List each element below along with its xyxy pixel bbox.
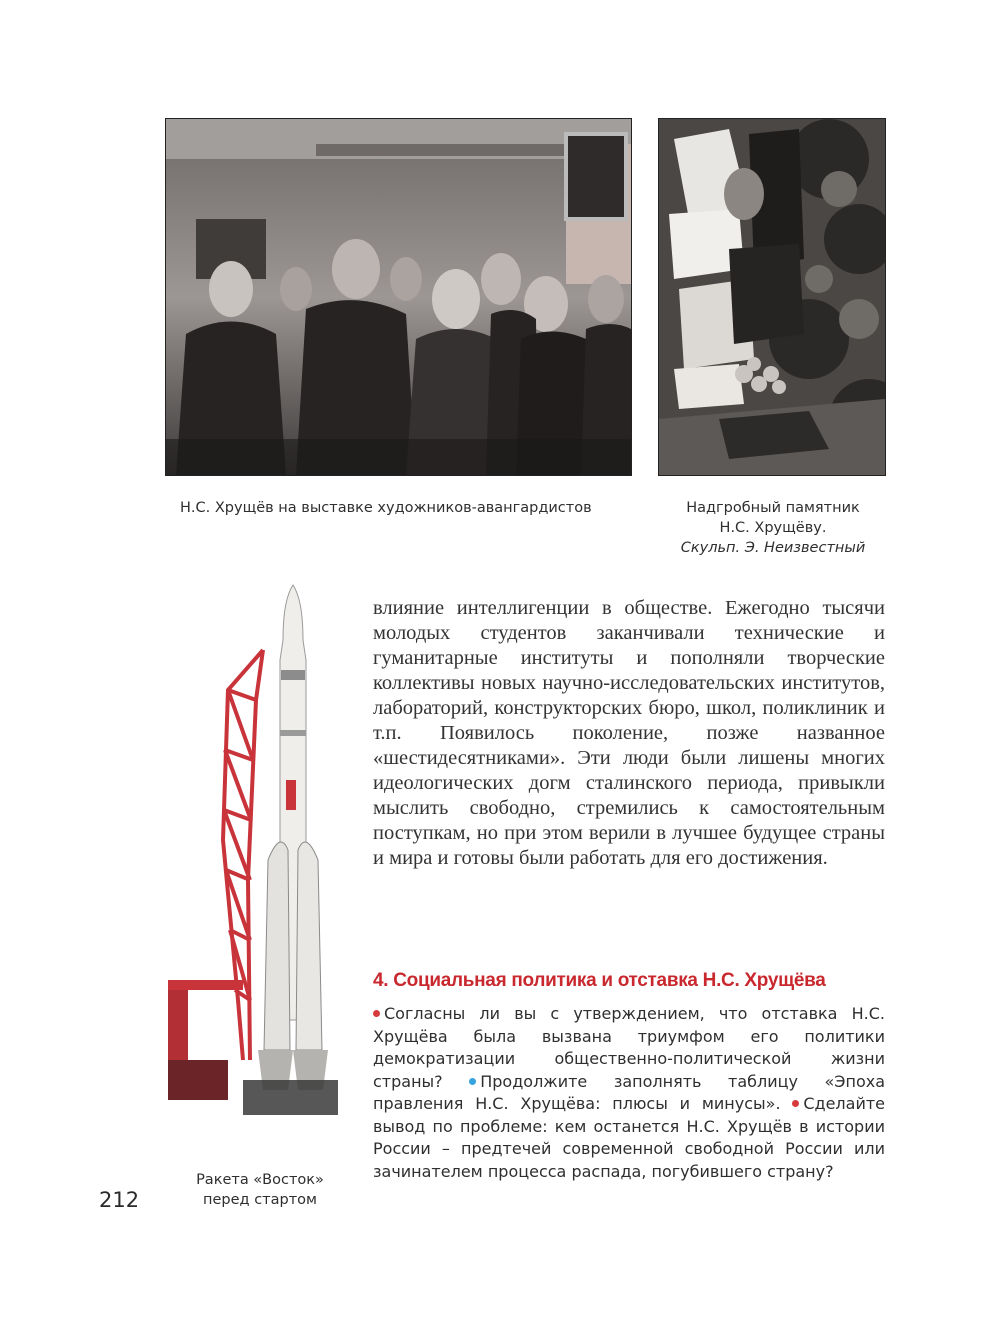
monument-caption-line2: Н.С. Хрущёву. — [719, 520, 827, 536]
question-3: Сделайте вывод по проблеме: кем останется Н.С. Хрущёв в истории России – предтечей современной свободной России или зачинателем процесса распада, погубившего страну? — [373, 1094, 885, 1181]
exhibition-photo-image — [166, 119, 631, 475]
exhibition-photo — [165, 118, 632, 476]
blue-bullet-icon — [469, 1078, 476, 1085]
section-heading: 4. Социальная политика и отставка Н.С. Хрущёва — [373, 970, 826, 991]
rocket-caption-line1: Ракета «Восток» — [196, 1172, 324, 1188]
question-2: Продолжите заполнять таблицу «Эпоха правления Н.С. Хрущёва: плюсы и минусы». — [373, 1071, 886, 1113]
rocket-illustration — [168, 580, 338, 1125]
monument-caption-line1: Надгробный памятник — [686, 500, 860, 516]
exhibition-caption: Н.С. Хрущёв на выставке художников-авангардистов — [180, 500, 592, 516]
red-bullet-icon — [373, 1010, 380, 1017]
questions-block — [373, 1003, 885, 1183]
monument-photo-image — [659, 119, 885, 475]
page-number: 212 — [99, 1188, 140, 1212]
rocket-caption — [180, 1170, 340, 1210]
question-1: Согласны ли вы с утверждением, что отставка Н.С. Хрущёва была вызвана триумфом его политики демократизации общественно-политической жизни страны? — [373, 1004, 885, 1091]
body-paragraph: влияние интеллигенции в обществе. Ежегодно тысячи молодых студентов заканчивали технические и гуманитарные институты и пополняли творческие коллективы новых научно-исследовательских институтов, лабораторий, конструкторских бюро, школ, поликлиник и т.п. Появилось поколение, позже названное «шестидесятниками». Эти люди были лишены многих идеологических догм сталинского периода, привыкли мыслить свободно, стремились к самостоятельным поступкам, но при этом верили в лучшее будущее страны и мира и готовы были работать для его достижения. — [373, 597, 885, 869]
monument-photo — [658, 118, 886, 476]
rocket-caption-line2: перед стартом — [203, 1192, 317, 1208]
vostok-rocket-image — [168, 580, 338, 1125]
monument-caption-author: Скульп. Э. Неизвестный — [680, 540, 866, 556]
red-bullet-icon — [792, 1100, 799, 1107]
monument-caption — [660, 498, 886, 558]
